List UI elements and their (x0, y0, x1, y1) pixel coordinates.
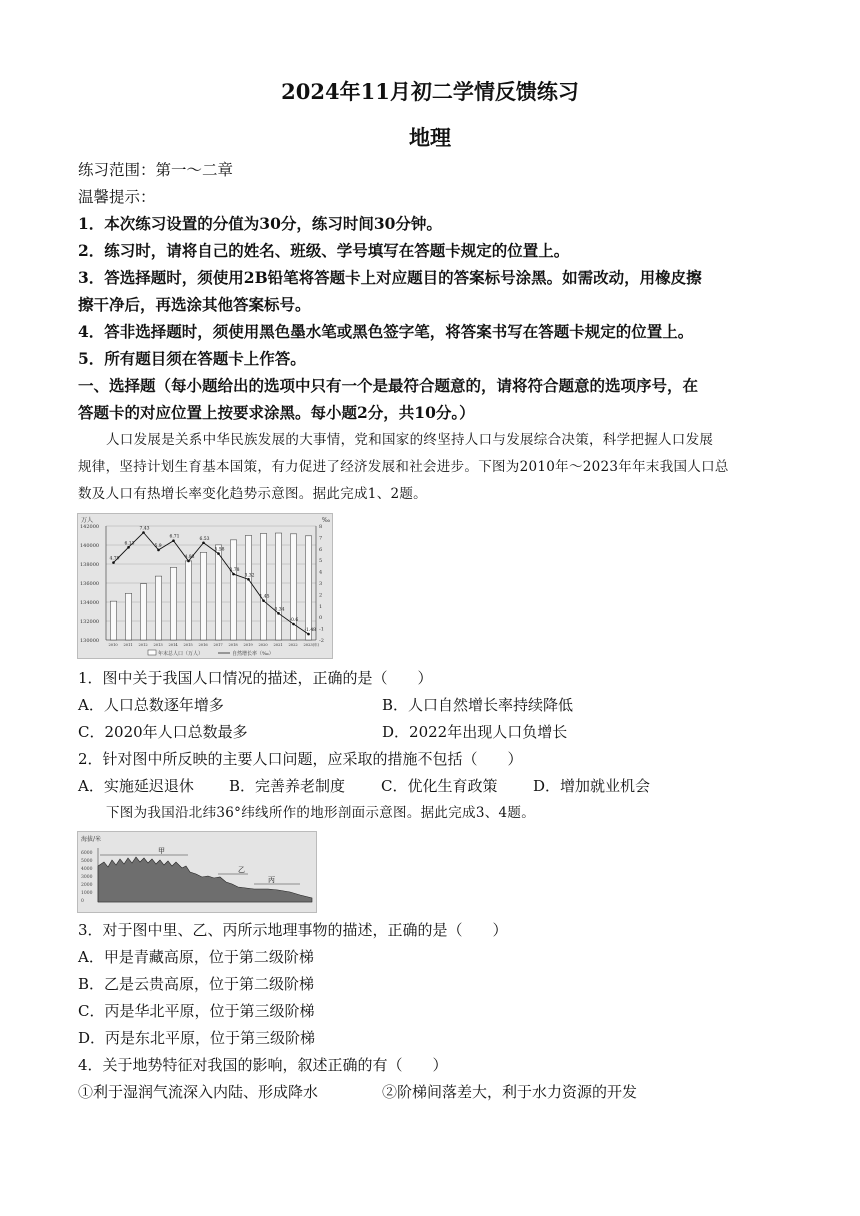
y-tick-label: 140000 (80, 543, 100, 549)
population-bar (170, 567, 176, 640)
profile-tick-2000: 2000 (81, 883, 93, 888)
population-bar (185, 561, 191, 640)
growth-rate-data-label: 5.9 (154, 543, 162, 549)
y2-tick-label: 3 (319, 581, 323, 587)
growth-rate-point (142, 531, 145, 534)
passage1-line3: 数及人口有热增长率变化趋势示意图。据此完成1、2题。 (78, 486, 427, 502)
q3-option-a: A．甲是青藏高原，位于第二级阶梯 (78, 948, 314, 966)
x-tick-label: 2016 (198, 643, 208, 647)
population-chart (77, 513, 333, 659)
section-heading-1: 一、选择题（每小题给出的选项中只有一个是最符合题意的，请将符合题意的选项序号，在 (78, 376, 699, 395)
y2-tick-label: 8 (319, 524, 323, 530)
q4-option-2: ②阶梯间落差大，利于水力资源的开发 (382, 1083, 638, 1101)
q3-stem: 3．对于图中里、乙、丙所示地理事物的描述，正确的是（ ） (78, 921, 508, 939)
growth-rate-data-label: 4.93 (184, 554, 195, 560)
subject-title: 地理 (409, 125, 451, 150)
growth-rate-data-label: 6.13 (124, 541, 135, 547)
population-bar (140, 584, 146, 640)
legend-line-label: 自然增长率（‰） (232, 651, 274, 657)
q2-option-b: B．完善养老制度 (229, 777, 346, 795)
x-tick-label: 2010 (108, 643, 118, 647)
y-tick-label: 134000 (80, 600, 100, 606)
exam-title: 2024年11月初二学情反馈练习 (281, 79, 579, 104)
y2-tick-label: 7 (319, 535, 323, 542)
x-tick-label: 2012 (138, 643, 148, 647)
growth-rate-data-label: -0.6 (289, 618, 299, 624)
x-tick-label: 2018 (228, 643, 238, 647)
y2-tick-label: 4 (319, 569, 323, 576)
label-jia: 甲 (158, 847, 165, 855)
passage2-line1: 下图为我国沿北纬36°纬线所作的地形剖面示意图。据此完成3、4题。 (106, 805, 536, 821)
x-tick-label: 2020 (258, 643, 268, 647)
growth-rate-data-label: 3.32 (244, 573, 255, 579)
profile-y-label: 海拔/米 (81, 836, 102, 843)
y2-tick-label: -1 (319, 626, 324, 633)
growth-rate-point (157, 549, 160, 552)
profile-tick-4000: 4000 (81, 867, 93, 872)
profile-tick-1000: 1000 (81, 891, 93, 896)
q2-option-a: A．实施延迟退休 (78, 777, 194, 795)
growth-rate-point (307, 633, 310, 636)
population-bar (260, 533, 266, 640)
y2-tick-label: 6 (319, 546, 323, 553)
x-tick-label: 2022 (288, 643, 298, 647)
tip-3: 3．答选择题时，须使用2B铅笔将答题卡上对应题目的答案标号涂黑。如需改动，用橡皮擦 (78, 268, 702, 287)
y2-tick-label: 0 (319, 615, 323, 622)
x-tick-label: 2013 (153, 643, 163, 647)
passage1-line2: 规律，坚持计划生育基本国策，有力促进了经济发展和社会进步。下图为2010年～2023年年末我国人口总 (78, 459, 729, 475)
profile-tick-6000: 6000 (81, 851, 93, 856)
x-tick-label: 2014 (168, 643, 178, 647)
growth-rate-point (262, 599, 265, 602)
q4-option-1: ①利于湿润气流深入内陆、形成降水 (78, 1083, 319, 1101)
y-unit-label: 万人 (81, 517, 94, 524)
growth-rate-data-label: 7.43 (139, 526, 150, 532)
growth-rate-data-label: 3.78 (229, 568, 240, 574)
population-chart-svg (78, 514, 332, 658)
q3-option-b: B．乙是云贵高原，位于第二级阶梯 (78, 975, 315, 993)
profile-tick-0: 0 (81, 899, 84, 904)
q3-option-c: C．丙是华北平原，位于第三级阶梯 (78, 1002, 315, 1020)
terrain-profile-shape (98, 857, 312, 902)
growth-rate-point (232, 573, 235, 576)
q1-option-d: D．2022年出现人口负增长 (382, 723, 568, 741)
x-tick-label: 2017 (213, 643, 223, 647)
x-tick-label: 2021 (273, 643, 283, 647)
q1-option-c: C．2020年人口总数最多 (78, 723, 248, 741)
q1-option-a: A．人口总数逐年增多 (78, 696, 224, 714)
y2-unit-label: ‰ (322, 517, 331, 524)
y2-tick-label: 5 (319, 558, 323, 565)
y-tick-label: 142000 (80, 524, 100, 530)
x-tick-label: 2023(年) (303, 643, 320, 647)
x-tick-label: 2019 (243, 643, 253, 647)
growth-rate-point (172, 539, 175, 542)
population-bar (200, 552, 206, 640)
q1-option-b: B．人口自然增长率持续降低 (382, 696, 574, 714)
population-bar (275, 533, 281, 640)
section-heading-2: 答题卡的对应位置上按要求涂黑。每小题2分，共10分。） (78, 403, 475, 422)
terrain-profile-figure (77, 831, 317, 913)
passage1-line1: 人口发展是关系中华民族发展的大事情，党和国家的终坚持人口与发展综合决策，科学把握人口发展 (106, 432, 714, 448)
y-tick-label: 136000 (80, 581, 100, 587)
label-bing: 丙 (268, 876, 275, 884)
tip-2: 2．练习时，请将自己的姓名、班级、学号填写在答题卡规定的位置上。 (78, 241, 570, 260)
tip-4: 4．答非选择题时，须使用黑色墨水笔或黑色签字笔，将答案书写在答题卡规定的位置上。 (78, 322, 694, 341)
growth-rate-point (217, 552, 220, 555)
y2-tick-label: 1 (319, 603, 323, 610)
growth-rate-point (112, 561, 115, 564)
x-tick-label: 2015 (183, 643, 193, 647)
q2-stem: 2．针对图中所反映的主要人口问题，应采取的措施不包括（ ） (78, 750, 523, 768)
label-yi: 乙 (238, 866, 245, 874)
population-bar (110, 601, 116, 640)
tips-label: 温馨提示： (78, 188, 156, 206)
tip-3-cont: 擦干净后，再选涂其他答案标号。 (78, 295, 311, 314)
population-bar (125, 593, 131, 640)
q2-option-c: C．优化生育政策 (381, 777, 498, 795)
population-bar (230, 540, 236, 640)
tip-1: 1．本次练习设置的分值为30分，练习时间30分钟。 (78, 214, 442, 233)
growth-rate-data-label: 5.58 (214, 547, 225, 553)
growth-rate-point (127, 546, 130, 549)
profile-tick-5000: 5000 (81, 859, 93, 864)
y2-tick-label: 2 (319, 592, 323, 599)
growth-rate-data-label: -1.48 (304, 628, 317, 634)
growth-rate-data-label: 4.79 (109, 556, 120, 562)
y-tick-label: 132000 (80, 619, 100, 625)
x-tick-label: 2011 (123, 643, 133, 647)
population-bar (215, 545, 221, 640)
growth-rate-data-label: 6.71 (169, 534, 180, 540)
profile-tick-3000: 3000 (81, 875, 93, 880)
growth-rate-point (202, 541, 205, 544)
q4-stem: 4．关于地势特征对我国的影响，叙述正确的有（ ） (78, 1056, 448, 1074)
growth-rate-point (277, 612, 280, 615)
q2-option-d: D．增加就业机会 (533, 777, 651, 795)
q1-stem: 1．图中关于我国人口情况的描述，正确的是（ ） (78, 669, 433, 687)
terrain-profile-svg (78, 832, 316, 912)
growth-rate-point (247, 578, 250, 581)
tip-5: 5．所有题目须在答题卡上作答。 (78, 349, 306, 368)
growth-rate-data-label: 6.53 (199, 536, 210, 542)
growth-rate-point (187, 560, 190, 563)
legend-bar-label: 年末总人口（万人） (158, 651, 204, 657)
population-bar (155, 576, 161, 640)
q3-option-d: D．丙是东北平原，位于第三级阶梯 (78, 1029, 316, 1047)
legend-bar-swatch (148, 650, 156, 655)
growth-rate-point (292, 623, 295, 626)
y2-tick-label: -2 (319, 638, 324, 644)
scope-line: 练习范围：第一～二章 (78, 161, 234, 179)
y-tick-label: 130000 (80, 638, 100, 644)
y-tick-label: 138000 (80, 562, 100, 568)
population-bar (305, 536, 311, 640)
growth-rate-data-label: 1.45 (259, 594, 270, 600)
population-bar (245, 535, 251, 640)
growth-rate-data-label: 0.34 (274, 607, 285, 613)
